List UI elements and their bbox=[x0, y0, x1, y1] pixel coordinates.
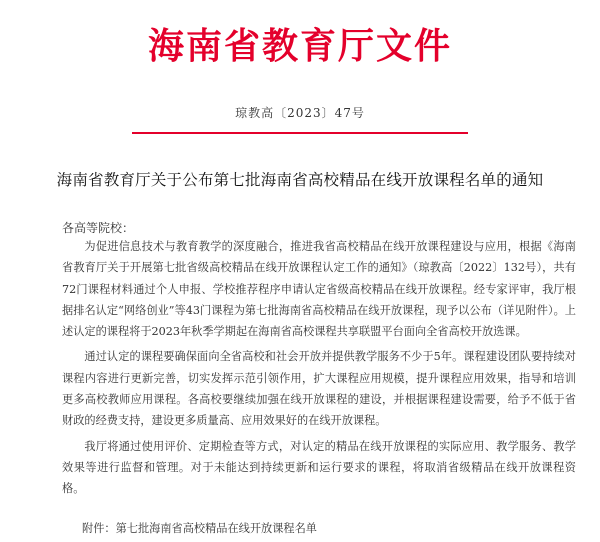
red-divider-line bbox=[132, 132, 468, 134]
notice-title: 海南省教育厅关于公布第七批海南省高校精品在线开放课程名单的通知 bbox=[56, 171, 544, 189]
addressee: 各高等院校： bbox=[62, 221, 135, 235]
attachment-line: 附件：第七批海南省高校精品在线开放课程名单 bbox=[82, 522, 317, 535]
issuing-authority-header: 海南省教育厅文件 bbox=[147, 26, 452, 67]
body-paragraph-2: 通过认定的课程要确保面向全省高校和社会开放并提供教学服务不少于5年。课程建设团队要持续对课程内容进行更新完善，切实发挥示范引领作用，扩大课程应用规模，提升课程应用效果，指导和培训更多高校教师应用课程。各高校要继续加强在线开放课程的建设，并根据课程建设需要，给予不低于省财政的经费支持，建设更多质量高、应用效果好的在线开放课程。 bbox=[62, 350, 576, 428]
notice-body bbox=[62, 236, 576, 500]
body-paragraph-3: 我厅将通过使用评价、定期检查等方式，对认定的精品在线开放课程的实际应用、教学服务、教学效果等进行监督和管理。对于未能达到持续更新和运行要求的课程，将取消省级精品在线开放课程资格。 bbox=[62, 439, 576, 496]
document-number: 琼教高〔2023〕47号 bbox=[235, 106, 365, 120]
body-paragraph-1: 为促进信息技术与教育教学的深度融合，推进我省高校精品在线开放课程建设与应用，根据《海南省教育厅关于开展第七批省级高校精品在线开放课程认定工作的通知》（琼教高〔2022〕132号），共有72门课程材料通过个人申报、学校推荐程序申请认定省级高校精品在线开放课程。经专家评审，我厅根据排名认定“网络创业”等43门课程为第七批海南省高校精品在线开放课程，现予以公布（详见附件）。上述认定的课程将于2023年秋季学期起在海南省高校课程共享联盟平台面向全省高校开放选课。 bbox=[62, 240, 576, 339]
